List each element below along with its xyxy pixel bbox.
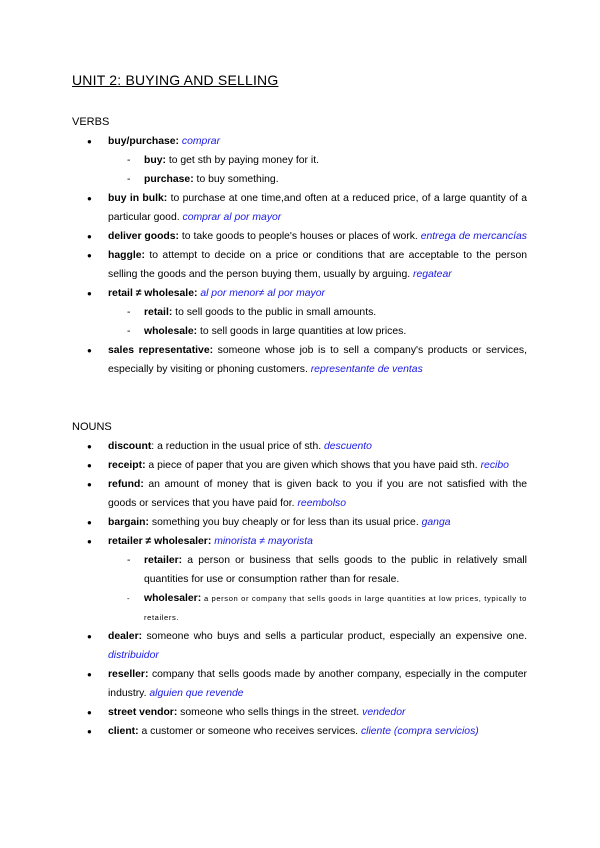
list-item	[72, 284, 527, 303]
translation: minorista ≠ mayorista	[214, 536, 313, 547]
sub-item	[72, 170, 527, 189]
definition: to attempt to decide on a price or conditions that are acceptable to the person selling the goods and the person buying them, usually by arguing.	[108, 250, 527, 280]
term: buy/purchase:	[108, 136, 180, 147]
definition: to buy something.	[193, 174, 279, 185]
definition: something you buy cheaply or for less than its usual price.	[149, 517, 419, 528]
nouns-heading: NOUNS	[72, 421, 112, 433]
sub-item	[72, 303, 527, 322]
list-item	[72, 513, 527, 532]
list-item	[72, 227, 527, 246]
term: sales representative:	[108, 345, 214, 356]
term: retailer:	[144, 555, 183, 566]
definition: an amount of money that is given back to you if you are not satisfied with the goods or services that you have paid for.	[108, 479, 527, 509]
definition: a customer or someone who receives services.	[138, 726, 359, 737]
term: purchase:	[144, 174, 194, 185]
definition: a person or company that sells goods in large quantities at low prices, typically to retailers.	[144, 594, 527, 622]
sub-item	[72, 151, 527, 170]
term: buy:	[144, 155, 166, 166]
definition: a person or business that sells goods to the public in relatively small quantities for use or consumption rather than for resale.	[144, 555, 527, 585]
verbs-list	[72, 132, 527, 379]
term: wholesaler:	[144, 593, 202, 604]
list-item	[72, 437, 527, 456]
list-item	[72, 627, 527, 665]
term: bargain:	[108, 517, 149, 528]
term: wholesale:	[144, 326, 198, 337]
translation: al por menor≠ al por mayor	[200, 288, 325, 299]
term: retail:	[144, 307, 173, 318]
term: deliver goods:	[108, 231, 180, 242]
translation: comprar al por mayor	[182, 212, 282, 223]
sub-item	[72, 589, 527, 627]
verbs-heading: VERBS	[72, 116, 110, 128]
definition: someone whose job is to sell a company's products or services, especially by visiting or phoning customers.	[108, 345, 527, 375]
translation: alguien que revende	[149, 688, 244, 699]
list-item	[72, 132, 527, 151]
term: client:	[108, 726, 139, 737]
list-item	[72, 246, 527, 284]
term: dealer:	[108, 631, 143, 642]
translation: vendedor	[362, 707, 406, 718]
translation: distribuidor	[108, 650, 159, 661]
definition: to get sth by paying money for it.	[165, 155, 319, 166]
term: retailer ≠ wholesaler:	[108, 536, 212, 547]
translation: cliente (compra servicios)	[360, 726, 479, 737]
translation: descuento	[324, 441, 372, 452]
definition: company that sells goods made by another company, especially in the computer industry.	[108, 669, 527, 699]
definition: someone who sells things in the street.	[177, 707, 360, 718]
term: receipt:	[108, 460, 146, 471]
translation: ganga	[421, 517, 451, 528]
list-item	[72, 475, 527, 513]
translation: representante de ventas	[310, 364, 423, 375]
definition: to sell goods to the public in small amounts.	[172, 307, 377, 318]
translation: regatear	[413, 269, 452, 280]
term: discount	[108, 441, 152, 452]
translation: comprar	[181, 136, 221, 147]
term: reseller:	[108, 669, 149, 680]
definition: to take goods to people's houses or places of work.	[179, 231, 418, 242]
translation: recibo	[480, 460, 509, 471]
definition: : a reduction in the usual price of sth.	[151, 441, 322, 452]
sub-item	[72, 551, 527, 589]
term: haggle:	[108, 250, 145, 261]
list-item	[72, 722, 527, 741]
term: retail ≠ wholesale:	[108, 288, 198, 299]
definition: to purchase at one time,and often at a reduced price, of a large quantity of a particular good.	[108, 193, 527, 223]
list-item	[72, 456, 527, 475]
list-item	[72, 341, 527, 379]
definition: someone who buys and sells a particular product, especially an expensive one.	[142, 631, 527, 642]
list-item	[72, 189, 527, 227]
translation: reembolso	[297, 498, 346, 509]
page-title: UNIT 2: BUYING AND SELLING	[72, 72, 279, 88]
nouns-list	[72, 437, 527, 741]
term: refund:	[108, 479, 144, 490]
sub-item	[72, 322, 527, 341]
list-item	[72, 703, 527, 722]
term: buy in bulk:	[108, 193, 168, 204]
term: street vendor:	[108, 707, 178, 718]
list-item	[72, 532, 527, 551]
list-item	[72, 665, 527, 703]
translation: entrega de mercancías	[420, 231, 527, 242]
definition: a piece of paper that you are given which shows that you have paid sth.	[145, 460, 478, 471]
definition: to sell goods in large quantities at low prices.	[197, 326, 407, 337]
